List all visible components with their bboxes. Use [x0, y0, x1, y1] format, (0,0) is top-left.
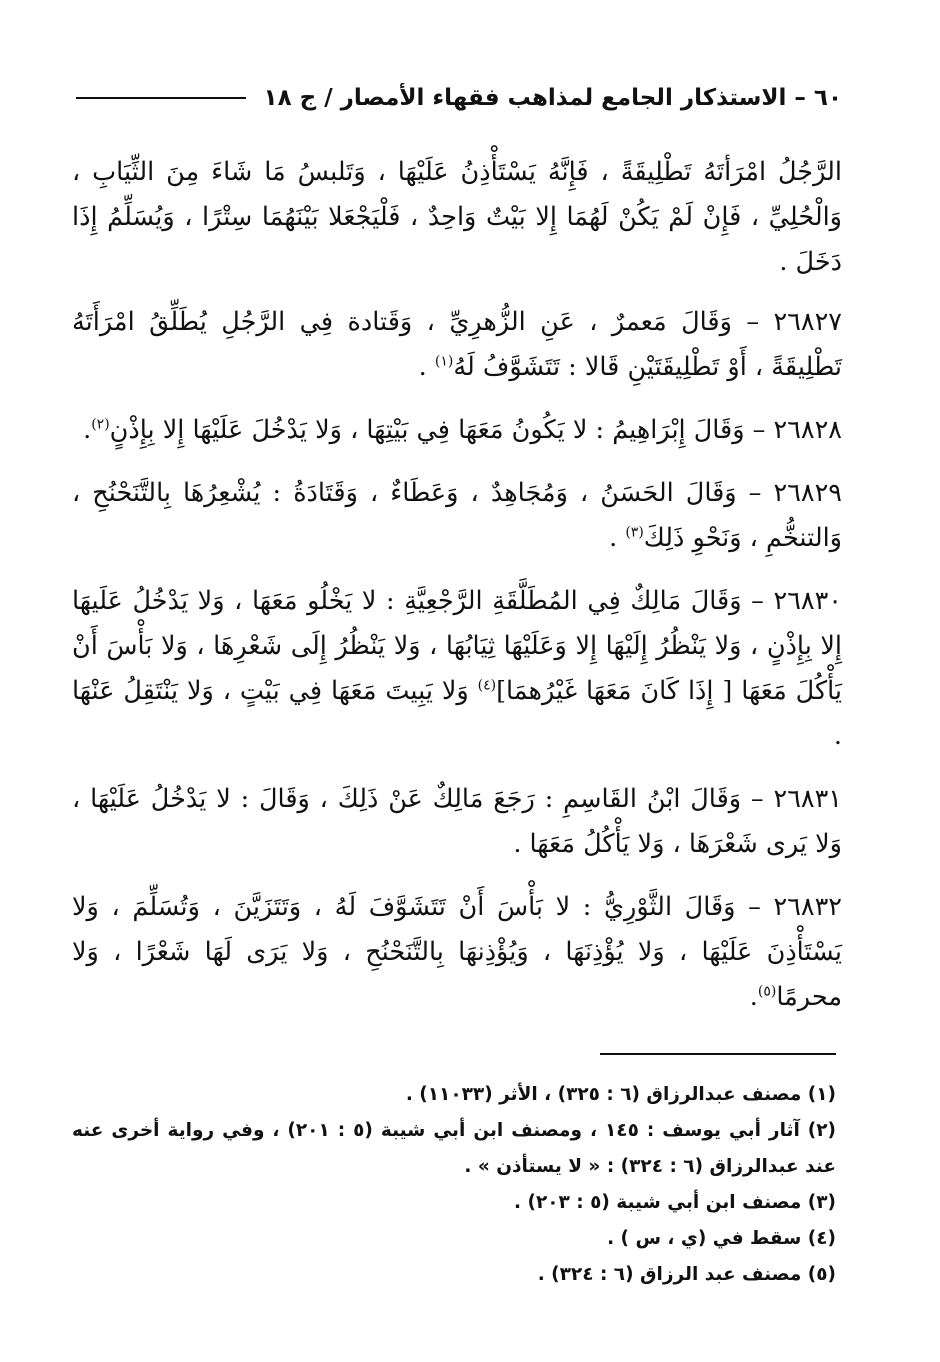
- header-text: ٦٠ – الاستذكار الجامع لمذاهب فقهاء الأمصار / ج ١٨: [263, 85, 842, 111]
- footnote: (٥) مصنف عبد الرزاق (٦ : ٣٢٤) .: [537, 1264, 836, 1285]
- paragraph: [72, 471, 842, 561]
- paragraph-text: ٢٦٨٢٧ – وَقَالَ مَعمرٌ ، عَنِ الزُّهرِيِّ ، وَقَتادة فِي الرَّجُلِ يُطَلِّقُ امْرَأَتَهُ تَطْلِيقَةً ، أَوْ تَطْلِيقَتَيْنِ قَالا : تَتَشَوَّفُ لَهُ: [72, 307, 842, 382]
- paragraph: [72, 579, 842, 759]
- footnote: (٢) آثار أبي يوسف : ١٤٥ ، ومصنف ابن أبي شيبة (٥ : ٢٠١) ، وفي رواية أخرى عنه عند عبدالرزاق (٦ : ٣٢٤) : « لا يستأذن » .: [72, 1120, 837, 1177]
- footnote-marker[interactable]: (٢): [91, 416, 110, 433]
- running-header: [72, 78, 842, 118]
- paragraph: [72, 300, 842, 390]
- header-rule: [76, 97, 246, 99]
- footnote-marker[interactable]: (٣): [625, 524, 644, 541]
- paragraph-text: ٢٦٨٢٨ – وَقَالَ إِبْرَاهِيمُ : لا يَكُونُ مَعَهَا فِي بَيْتِهَا ، وَلا يَدْخُلَ عَلَيْهَا إِلا بِإِذْنٍ: [109, 415, 842, 445]
- footnote-marker[interactable]: (١): [434, 353, 454, 370]
- paragraph-end: .: [418, 352, 435, 382]
- footnote: (٣) مصنف ابن أبي شيبة (٥ : ٢٠٣) .: [514, 1192, 836, 1213]
- paragraph: [72, 777, 842, 867]
- footnote-marker[interactable]: (٤): [477, 677, 497, 694]
- footnote: (٤) سقط في (ي ، س ) .: [607, 1228, 836, 1249]
- main-text: [72, 150, 842, 1038]
- paragraph-text: الرَّجُلُ امْرَأتَهُ تَطْلِيقَةً ، فَإِنَّهُ يَسْتَأْذِنُ عَلَيْهَا ، وَتَلبسُ مَا شَاءَ مِنَ الثِّيَابِ ، وَالْحُلِيِّ ، فَإِنْ لَمْ يَكُنْ لَهُمَا إِلا بَيْتٌ وَاحِدٌ ، فَلْيَجْعَلا بَيْنَهُمَا سِتْرًا ، وَيُسَلِّمُ إِذَا دَخَلَ .: [72, 157, 842, 277]
- footnote-marker[interactable]: (٥): [757, 983, 777, 1000]
- footnotes: [72, 1077, 836, 1293]
- book-title: الاستذكار الجامع لمذاهب فقهاء الأمصار / ج ١٨: [263, 85, 787, 111]
- paragraph-text: ٢٦٨٣٠ – وَقَالَ مَالِكٌ فِي المُطَلَّقَةِ الرَّجْعِيَّةِ : لا يَخْلُو مَعَهَا ، وَلا يَدْخُلُ عَلَيهَا إِلا بِإِذْنٍ ، وَلا يَنْظُرُ إِلَيْهَا إِلا وَعَلَيْهَا ثِيَابُهَا ، وَلا يَنْظُرُ إِلَى شَعْرِهَا ، وَلا بَأْسَ أَنْ يَأْكُلَ مَعَهَا [ إِذَا كَانَ مَعَهَا غَيْرُهمَا]: [72, 586, 842, 706]
- paragraph-text: ٢٦٨٣٢ – وَقَالَ الثَّوْرِيُّ : لا بَأْسَ أَنْ تَتَشَوَّفَ لَهُ ، وَتَتَزَيَّنَ ، وَتُسَلِّمَ ، وَلا يَسْتَأْذِنَ عَلَيْهَا ، وَلا يُؤْذِنَهَا ، وَيُؤْذِنهَا بِالتَّنَحْنُحِ ، وَلا يَرَى لَهَا شَعْرًا ، وَلا محرمًا: [72, 892, 842, 1012]
- page-number: ٦٠: [813, 85, 842, 111]
- paragraph-end: وَلا يَبِيتَ مَعَهَا فِي بَيْتٍ ، وَلا يَنْتَقِلُ عَنْهَا .: [72, 676, 842, 751]
- paragraph-text: ٢٦٨٣١ – وَقَالَ ابْنُ القَاسِمِ : رَجَعَ مَالِكٌ عَنْ ذَلِكَ ، وَقَالَ : لا يَدْخُلُ عَلَيْهَا ، وَلا يَرى شَعْرَهَا ، وَلا يَأْكُلُ مَعَهَا .: [72, 784, 842, 859]
- paragraph: [72, 150, 842, 285]
- paragraph-end: .: [83, 415, 92, 445]
- footnote-divider: [600, 1053, 836, 1055]
- paragraph: [72, 408, 842, 453]
- paragraph-end: .: [749, 982, 758, 1012]
- paragraph: [72, 885, 842, 1020]
- footnote: (١) مصنف عبدالرزاق (٦ : ٣٢٥) ، الأثر (١١٠٣٣) .: [405, 1084, 836, 1105]
- paragraph-text: ٢٦٨٢٩ – وَقَالَ الحَسَنُ ، وَمُجَاهِدٌ ، وَعَطَاءٌ ، وَقَتَادَةُ : يُشْعِرُهَا بِالتَّنَحْنُحِ ، وَالتنخُّمِ ، وَنَحْوِ ذَلِكَ: [72, 478, 842, 553]
- paragraph-end: .: [609, 523, 626, 553]
